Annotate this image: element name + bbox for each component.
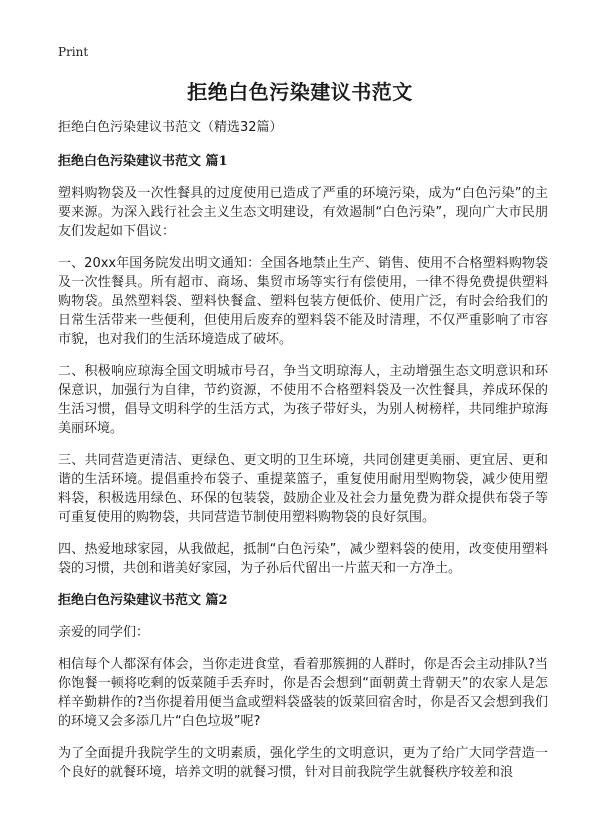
paragraph: 四、热爱地球家园，从我做起，抵制“白色污染”，减少塑料袋的使用，改变使用塑料袋的习惯，共创和谐美好家园，为子孙后代留出一片蓝天和一方净土。 bbox=[58, 542, 548, 576]
paragraph: 塑料购物袋及一次性餐具的过度使用已造成了严重的环境污染，成为“白色污染”的主要来源。为深入践行社会主义生态文明建设，有效遏制“白色污染”，现向广大市民朋友们发起如下倡议： bbox=[58, 186, 548, 239]
section-2 bbox=[58, 591, 548, 782]
document-subtitle: 拒绝白色污染建议书范文（精选32篇） bbox=[58, 120, 283, 135]
print-link[interactable]: Print bbox=[58, 45, 89, 59]
section-heading: 拒绝白色污染建议书范文 篇1 bbox=[58, 154, 228, 169]
document-body bbox=[58, 118, 548, 795]
paragraph: 为了全面提升我院学生的文明素质，强化学生的文明意识，更为了给广大同学营造一个良好的就餐环境，培养文明的就餐习惯，针对目前我院学生就餐秩序较差和浪 bbox=[58, 746, 548, 780]
paragraph: 三、共同营造更清洁、更绿色、更文明的卫生环境，共同创建更美丽、更宜居、更和谐的生活环境。提倡重拎布袋子、重提菜篮子，重复使用耐用型购物袋，减少使用塑料袋，积极选用绿色、环保的包装袋，鼓励企业及社会力量免费为群众提供布袋子等可重复使用的购物袋，共同营造节制使用塑料购物袋的良好氛围。 bbox=[58, 453, 548, 525]
section-1 bbox=[58, 152, 548, 578]
document-title: 拒绝白色污染建议书范文 bbox=[187, 80, 413, 104]
paragraph: 一、20xx年国务院发出明文通知：全国各地禁止生产、销售、使用不合格塑料购物袋及一次性餐具。所有超市、商场、集贸市场等实行有偿使用，一律不得免费提供塑料购物袋。虽然塑料袋、塑料快餐盒、塑料包装方便低价、使用广泛，有时会给我们的日常生活带来一些便利，但使用后废弃的塑料袋不能及时清理，不仅严重影响了市容市貌，也对我们的生活环境造成了破坏。 bbox=[58, 256, 548, 347]
paragraph: 亲爱的同学们： bbox=[58, 625, 150, 640]
paragraph: 相信每个人都深有体会，当你走进食堂，看着那簇拥的人群时，你是否会主动排队?当你饱餐一顿将吃剩的饭菜随手丢弃时，你是否会想到“面朝黄土背朝天”的农家人是怎样辛勤耕作的?当你提着用便当盒或塑料袋盛装的饭菜回宿舍时，你是否又会想到我们的环境又会多添几片“白色垃圾”呢? bbox=[58, 657, 548, 729]
paragraph: 二、积极响应琼海全国文明城市号召，争当文明琼海人，主动增强生态文明意识和环保意识，加强行为自律，节约资源，不使用不合格塑料袋及一次性餐具，养成环保的生活习惯，倡导文明科学的生活方式，为孩子带好头，为别人树榜样，共同维护琼海美丽环境。 bbox=[58, 364, 548, 436]
section-heading: 拒绝白色污染建议书范文 篇2 bbox=[58, 593, 228, 608]
